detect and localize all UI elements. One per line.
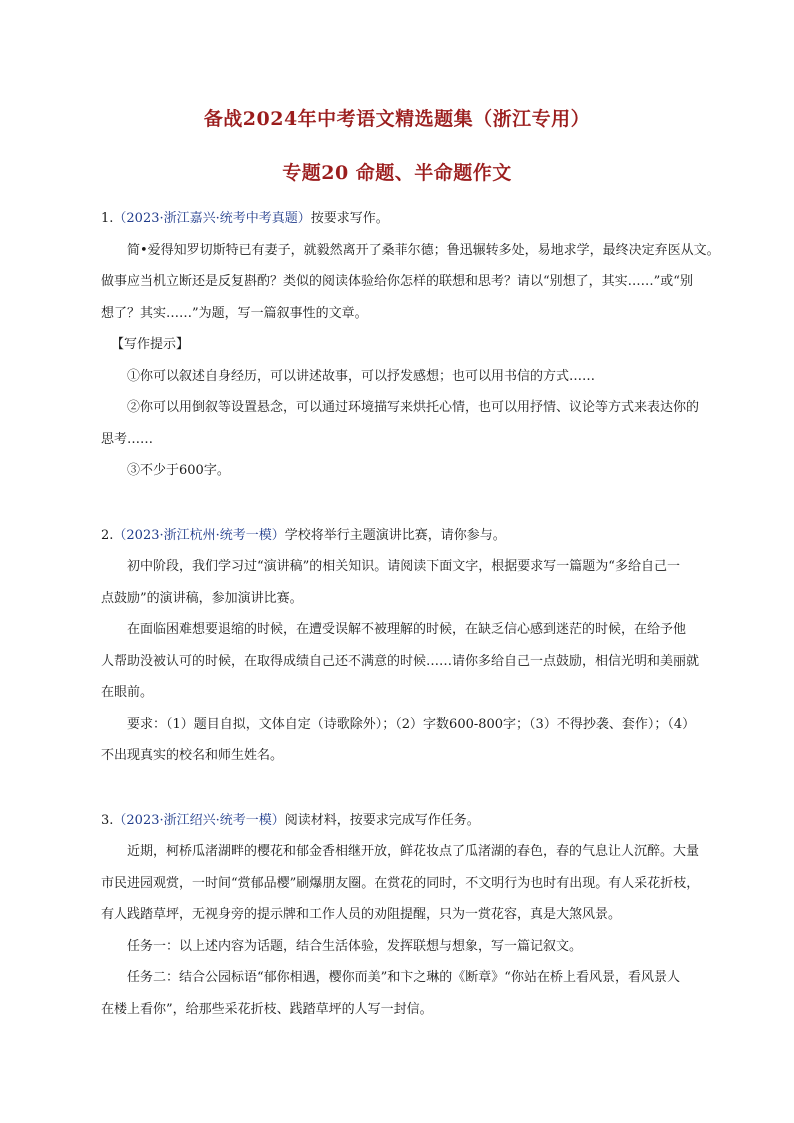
writing-tips-label: 【写作提示】 bbox=[111, 337, 190, 352]
question-2-line: 不出现真实的校名和师生姓名。 bbox=[101, 748, 284, 763]
question-1-line: 做事应当机立断还是反复斟酌？类似的阅读体验给你怎样的联想和思考？请以“别想了，其实……”或“别 bbox=[101, 274, 693, 289]
writing-tip: ③不少于600字。 bbox=[127, 463, 230, 478]
question-2-line: 初中阶段，我们学习过“演讲稿”的相关知识。请阅读下面文字，根据要求写一篇题为“多给自己一 bbox=[127, 559, 680, 574]
question-number: 3. bbox=[101, 812, 114, 828]
question-prompt: 学校将举行主题演讲比赛，请你参与。 bbox=[284, 527, 506, 543]
question-3-line: 近期，柯桥瓜渚湖畔的樱花和郁金香相继开放，鲜花妆点了瓜渚湖的春色，春的气息让人沉醉。大量 bbox=[127, 844, 700, 859]
question-2-line: 在眼前。 bbox=[101, 685, 154, 700]
question-1-line: 想了？其实……”为题，写一篇叙事性的文章。 bbox=[101, 305, 368, 321]
question-2-line: 人帮助没被认可的时候，在取得成绩自己还不满意的时候……请你多给自己一点鼓励，相信光明和美丽就 bbox=[101, 653, 700, 669]
question-source: （2023·浙江杭州·统考一模） bbox=[113, 527, 285, 543]
question-3-line: 任务一：以上述内容为话题，结合生活体验，发挥联想与想象，写一篇记叙文。 bbox=[127, 938, 583, 954]
writing-tip: 思考…… bbox=[101, 431, 154, 447]
question-1-header bbox=[101, 203, 721, 235]
question-source: （2023·浙江嘉兴·统考中考真题） bbox=[113, 211, 311, 226]
question-prompt: 按要求写作。 bbox=[310, 211, 389, 226]
question-3-line: 市民进园观赏，一时间“赏郁品樱”刷爆朋友圈。在赏花的同时，不文明行为也时有出现。有人采花折枝， bbox=[101, 875, 700, 891]
question-number: 2. bbox=[101, 527, 114, 543]
document-subtitle: 专题20 命题、半命题作文 bbox=[282, 162, 512, 184]
question-3-line: 在楼上看你”，给那些采花折枝、践踏草坪的人写一封信。 bbox=[101, 1001, 433, 1017]
question-2-line: 在面临困难想要退缩的时候，在遭受误解不被理解的时候，在缺乏信心感到迷茫的时候，在给予他 bbox=[127, 622, 687, 637]
document-body bbox=[101, 203, 721, 1025]
document-title: 备战2024年中考语文精选题集（浙江专用） bbox=[203, 108, 591, 130]
writing-tip: ①你可以叙述自身经历，可以讲述故事，可以抒发感想；也可以用书信的方式…… bbox=[127, 368, 596, 384]
question-source: （2023·浙江绍兴·统考一模） bbox=[113, 812, 285, 828]
writing-tip: ②你可以用倒叙等设置悬念，可以通过环境描写来烘托心情，也可以用抒情、议论等方式来表达你的 bbox=[127, 400, 700, 415]
question-3-line: 任务二：结合公园标语“郁你相遇，樱你而美”和卞之琳的《断章》“你站在桥上看风景，看风景人 bbox=[127, 970, 680, 985]
question-1-line: 简•爱得知罗切斯特已有妻子，就毅然离开了桑菲尔德；鲁迅辗转多处，易地求学，最终决定弃医从文。 bbox=[127, 242, 720, 258]
question-3-line: 有人践踏草坪，无视身旁的提示牌和工作人员的劝阻提醒，只为一赏花容，真是大煞风景。 bbox=[101, 907, 622, 922]
question-3-header bbox=[101, 805, 721, 837]
question-2-header bbox=[101, 520, 721, 552]
question-2-line: 要求：（1）题目自拟，文体自定（诗歌除外）；（2）字数600-800字；（3）不得抄袭、套作）；（4） bbox=[127, 716, 696, 732]
question-prompt: 阅读材料，按要求完成写作任务。 bbox=[284, 812, 480, 828]
question-number: 1. bbox=[101, 211, 114, 226]
question-2-line: 点鼓励”的演讲稿，参加演讲比赛。 bbox=[101, 590, 303, 606]
